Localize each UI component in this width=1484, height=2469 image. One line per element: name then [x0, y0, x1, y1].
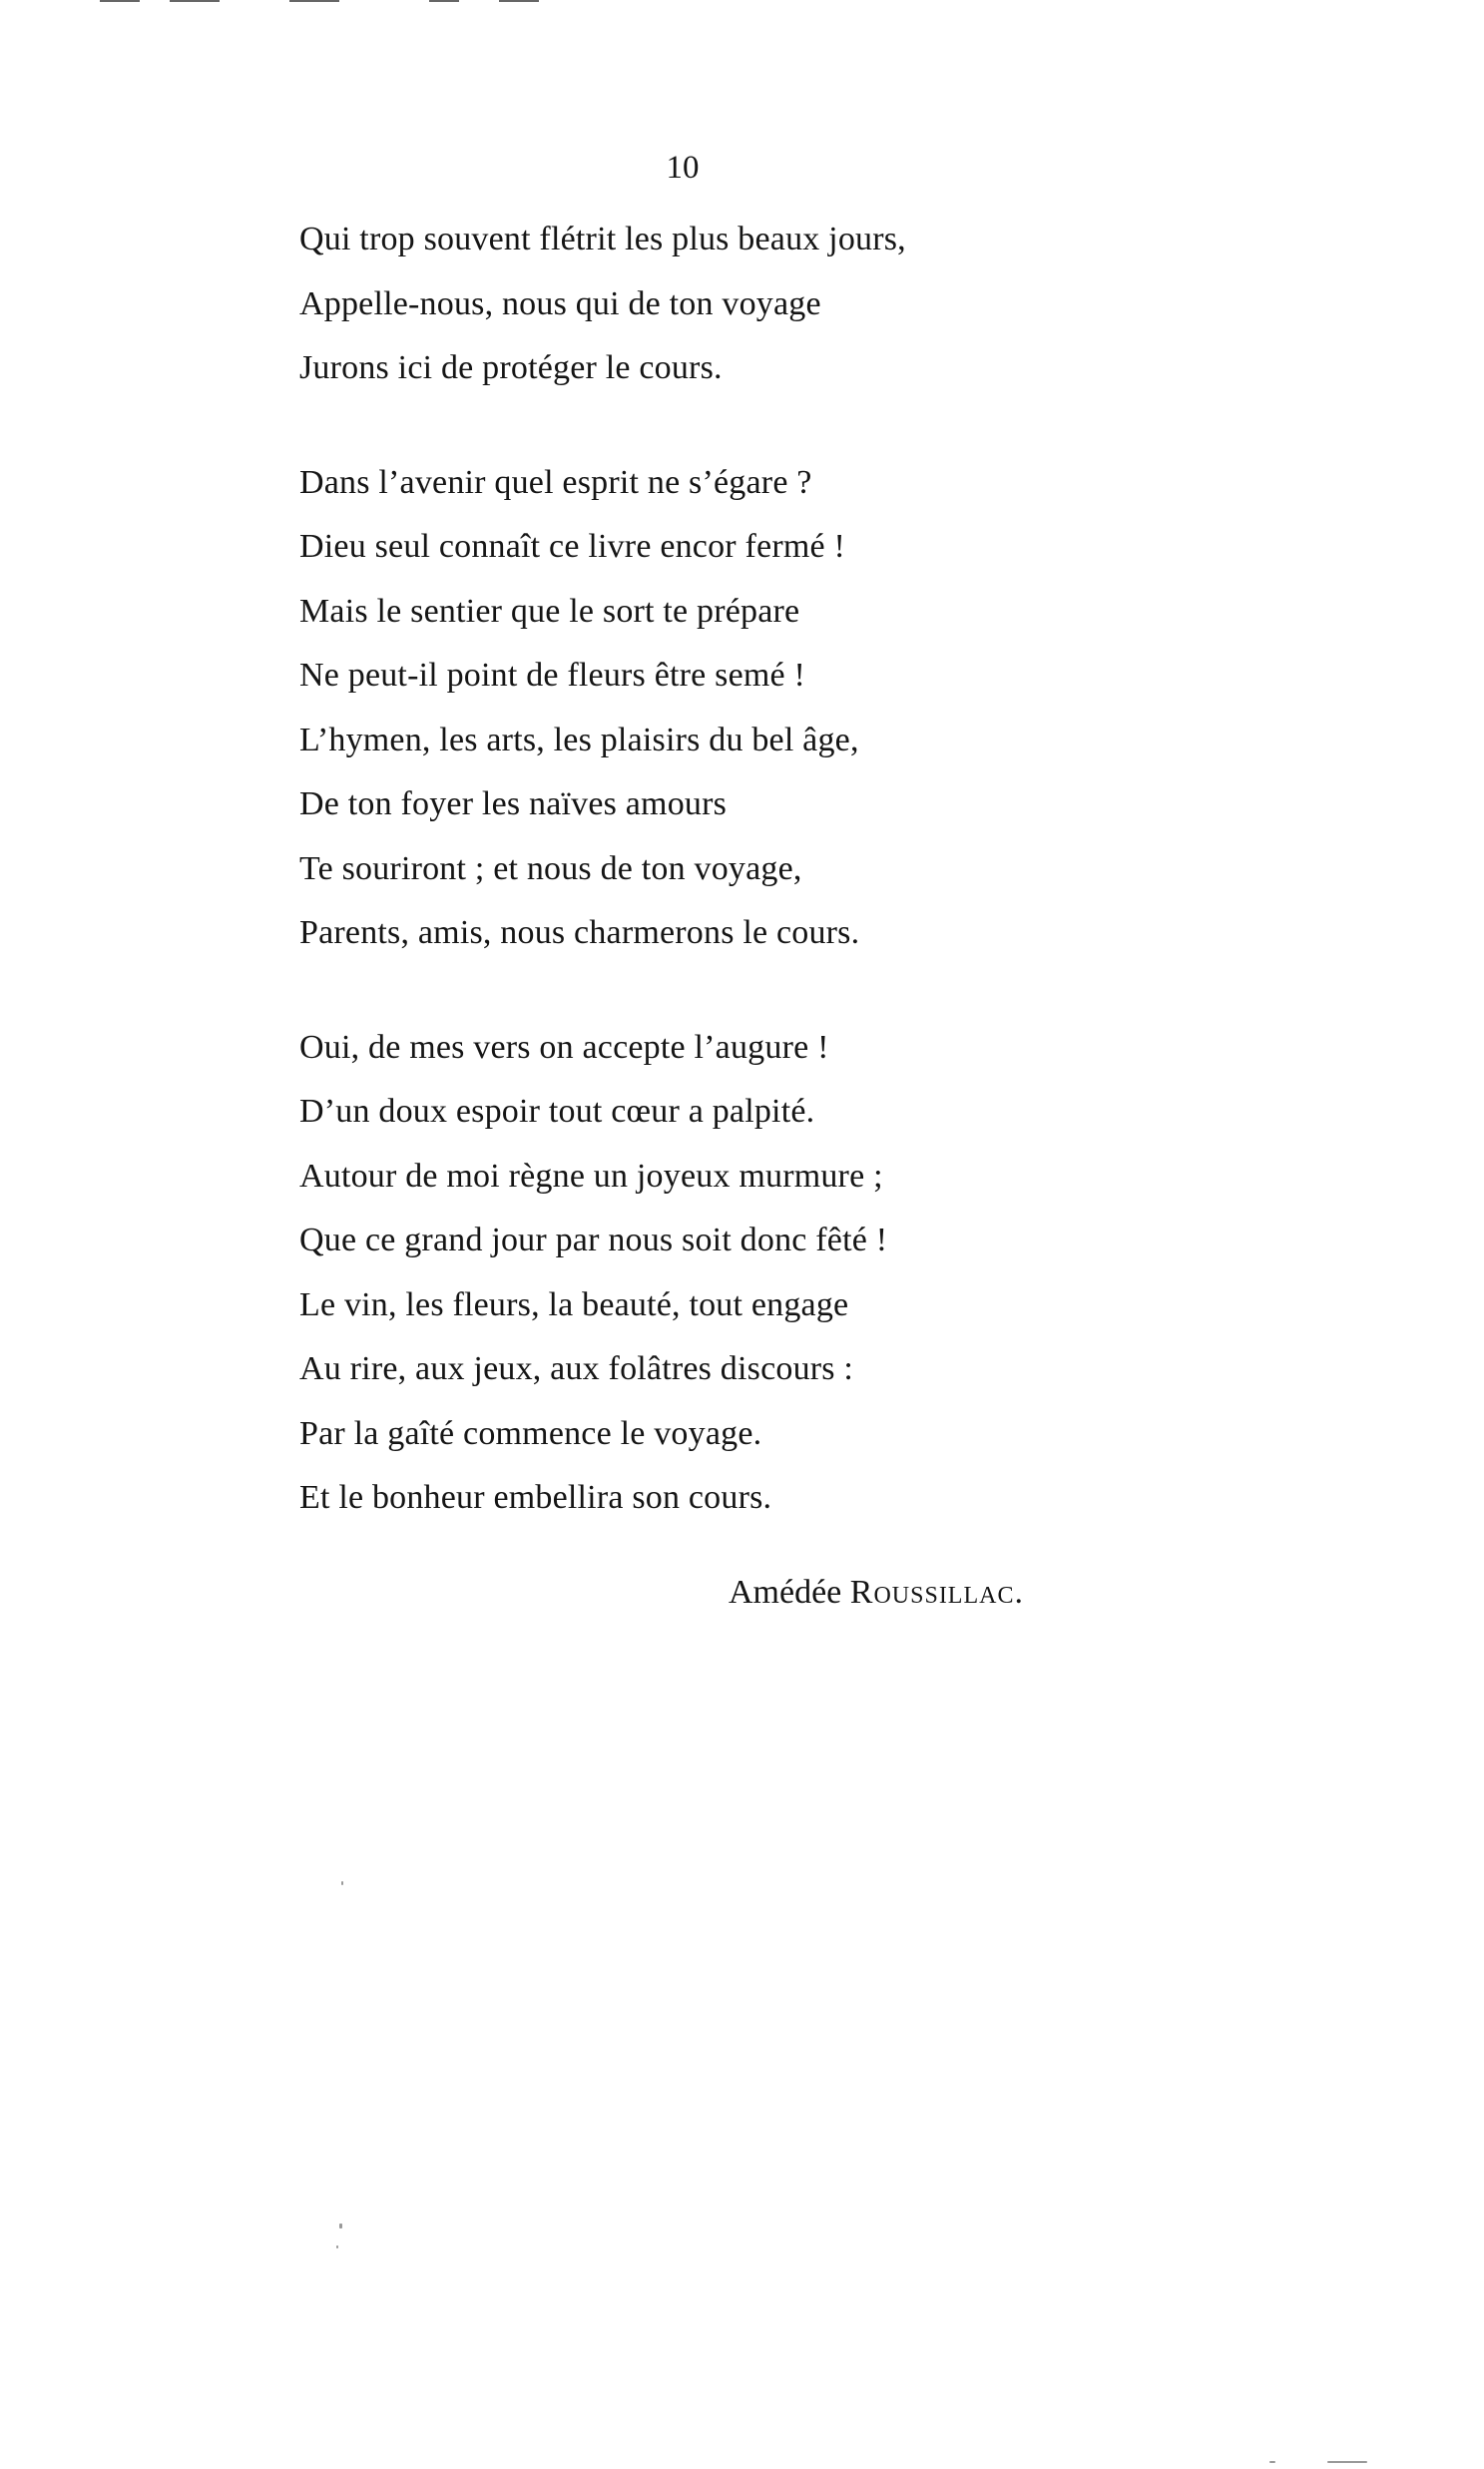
verse-line: Et le bonheur embellira son cours. [299, 1479, 772, 1516]
verse-line: L’hymen, les arts, les plaisirs du bel âge, [299, 721, 859, 758]
scan-speck [1269, 2461, 1275, 2463]
verse-line: Mais le sentier que le sort te prépare [299, 592, 800, 630]
verse-line: Au rire, aux jeux, aux folâtres discours : [299, 1350, 854, 1387]
scan-mark [289, 0, 339, 2]
verse-line: De ton foyer les naïves amours [299, 785, 728, 822]
stanza-1 [299, 208, 1198, 401]
verse-line: Par la gaîté commence le voyage. [299, 1414, 762, 1452]
verse-line: Autour de moi règne un joyeux murmure ; [299, 1157, 883, 1195]
verse-line: Oui, de mes vers on accepte l’augure ! [299, 1028, 829, 1066]
scan-mark [429, 0, 459, 2]
verse-line: Que ce grand jour par nous soit donc fêté ! [299, 1222, 888, 1258]
author-first-name: Amédée [729, 1574, 842, 1611]
verse-line: Qui trop souvent flétrit les plus beaux jours, [299, 221, 906, 257]
verse-line: Appelle-nous, nous qui de ton voyage [299, 284, 821, 322]
scan-mark [499, 0, 539, 2]
verse-line: Le vin, les fleurs, la beauté, tout engage [299, 1285, 849, 1323]
poem [299, 208, 1198, 1531]
page-number: 10 [666, 150, 700, 186]
author-signature [729, 1568, 1024, 1618]
author-surname: Roussillac. [849, 1574, 1024, 1611]
scan-mark [170, 0, 220, 2]
scan-speck [1327, 2461, 1367, 2463]
scan-mark [100, 0, 140, 2]
stanza-3 [299, 1016, 1198, 1531]
scan-speck [339, 2223, 342, 2228]
verse-line: Jurons ici de protéger le cours. [299, 349, 723, 386]
verse-line: Parents, amis, nous charmerons le cours. [299, 914, 860, 951]
stanza-2 [299, 451, 1198, 966]
verse-line: D’un doux espoir tout cœur a palpité. [299, 1093, 815, 1130]
scan-speck [341, 1881, 343, 1885]
scan-speck [336, 2245, 338, 2248]
verse-line: Te souriront ; et nous de ton voyage, [299, 849, 802, 887]
verse-line: Ne peut-il point de fleurs être semé ! [299, 657, 806, 694]
verse-line: Dieu seul connaît ce livre encor fermé ! [299, 528, 846, 565]
verse-line: Dans l’avenir quel esprit ne s’égare ? [299, 463, 812, 501]
